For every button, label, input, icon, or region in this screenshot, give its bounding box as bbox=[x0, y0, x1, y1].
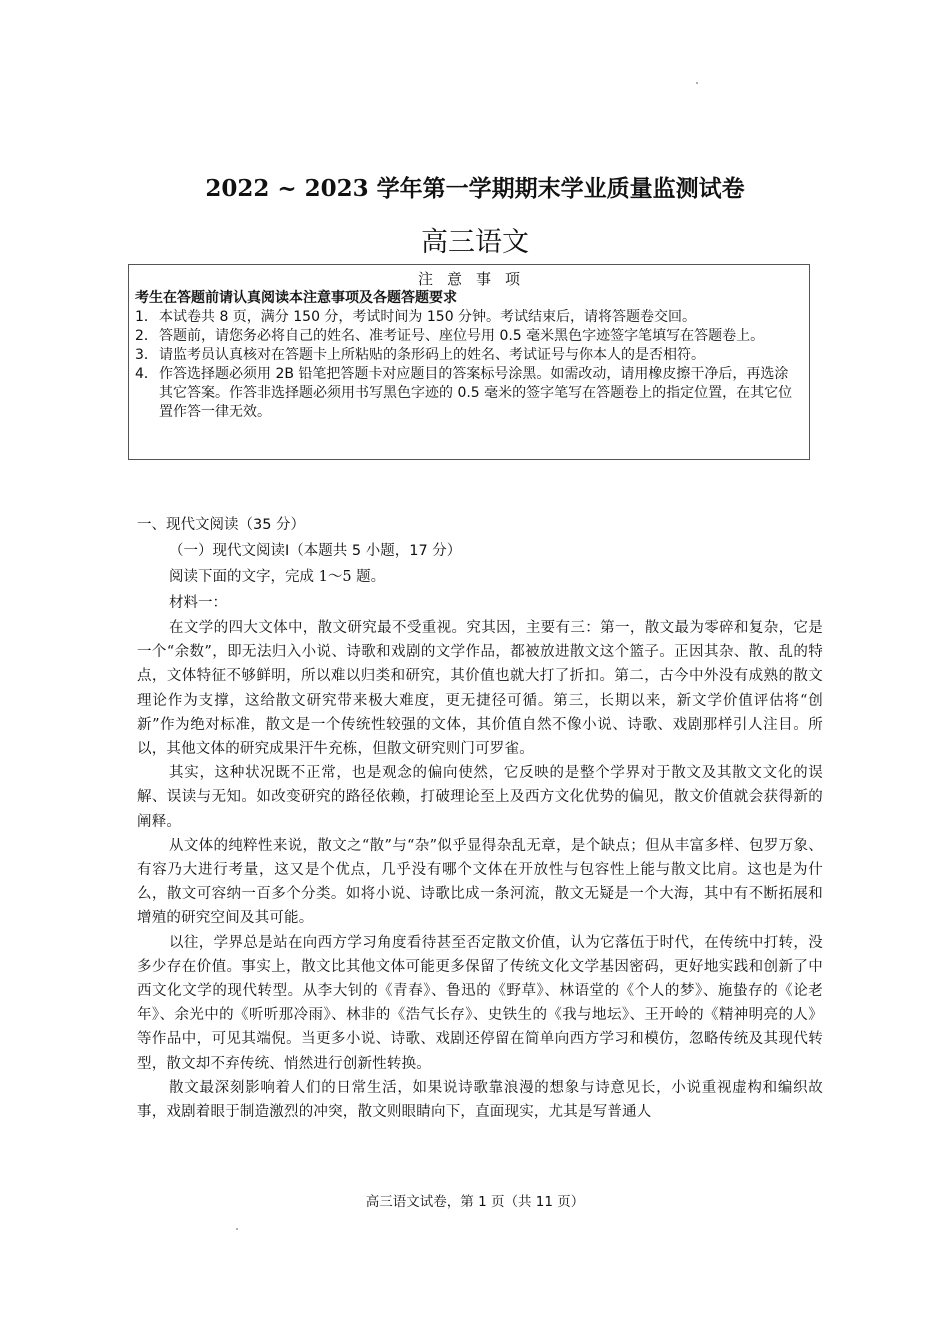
subsection-heading: （一）现代文阅读Ⅰ（本题共 5 小题，17 分） bbox=[169, 543, 462, 559]
material-paragraph: 散文最深刻影响着人们的日常生活，如果说诗歌靠浪漫的想象与诗意见长，小说重视虚构和编织故事，戏剧着眼于制造激烈的冲突，散文则眼睛向下，直面现实，尤其是写普通人 bbox=[137, 1079, 823, 1121]
subject-title: 高三语文 bbox=[421, 227, 529, 258]
notice-item-text: 本试卷共 8 页，满分 150 分，考试时间为 150 分钟。考试结束后，请将答题卷交回。 bbox=[159, 309, 697, 325]
notice-item bbox=[135, 365, 803, 422]
notice-item-text: 答题前，请您务必将自己的姓名、准考证号、座位号用 0.5 毫米黑色字迹签字笔填写在答题卷上。 bbox=[159, 328, 765, 344]
material-paragraph: 其实，这种状况既不正常，也是观念的偏向使然，它反映的是整个学界对于散文及其散文文化的误解、误读与无知。如改变研究的路径依赖，打破理论至上及西方文化优势的偏见，散文价值就会获得新的阐释。 bbox=[137, 765, 823, 830]
notice-item-text: 作答选择题必须用 2B 铅笔把答题卡对应题目的答案标号涂黑。如需改动，请用橡皮擦干净后，再选涂其它答案。作答非选择题必须用书写黑色字迹的 0.5 毫米的签字笔写在答题卷上的指定位置，在其它位置作答一律无效。 bbox=[159, 366, 793, 420]
notice-item-number: 3． bbox=[135, 347, 158, 363]
page-footer: 高三语文试卷，第 1 页（共 11 页） bbox=[365, 1194, 585, 1210]
notice-item bbox=[135, 308, 803, 327]
material-paragraph: 从文体的纯粹性来说，散文之“散”与“杂”似乎显得杂乱无章，是个缺点；但从丰富多样、包罗万象、有容乃大进行考量，这又是个优点，几乎没有哪个文体在开放性与包容性上能与散文比肩。这也是为什么，散文可容纳一百多个分类。如将小说、诗歌比成一条河流，散文无疑是一个大海，其中有不断拓展和增殖的研究空间及其可能。 bbox=[137, 837, 823, 927]
notice-subheading: 考生在答题前请认真阅读本注意事项及各题答题要求 bbox=[135, 290, 457, 306]
notice-item bbox=[135, 327, 803, 346]
notice-item bbox=[135, 346, 803, 365]
section-heading: 一、现代文阅读（35 分） bbox=[137, 517, 306, 533]
notice-heading: 注意事项 bbox=[417, 270, 534, 288]
notice-item-text: 请监考员认真核对在答题卡上所粘贴的条形码上的姓名、考试证号与你本人的是否相符。 bbox=[159, 347, 705, 363]
notice-item-number: 1． bbox=[135, 309, 158, 325]
material-paragraph: 在文学的四大文体中，散文研究最不受重视。究其因，主要有三：第一，散文最为零碎和复杂，它是一个“余数”，即无法归入小说、诗歌和戏剧的文学作品，都被放进散文这个篮子。正因其杂、散、乱的特点，文体特征不够鲜明，所以难以归类和研究，其价值也就大打了折扣。第二，古今中外没有成熟的散文理论作为支撑，这给散文研究带来极大难度，更无捷径可循。第三，长期以来，新文学价值评估将“创新”作为绝对标准，散文是一个传统性较强的文体，其价值自然不像小说、诗歌、戏剧那样引人注目。所以，其他文体的研究成果汗牛充栋，但散文研究则门可罗雀。 bbox=[137, 620, 823, 758]
scan-dot-bottom bbox=[236, 1228, 238, 1230]
reading-section bbox=[137, 512, 823, 1124]
material-paragraph: 以往，学界总是站在向西方学习角度看待甚至否定散文价值，认为它落伍于时代，在传统中打转，没多少存在价值。事实上，散文比其他文体可能更多保留了传统文化文学基因密码，更好地实践和创新了中西文化文学的现代转型。从李大钊的《青春》、鲁迅的《野草》、林语堂的《个人的梦》、施蛰存的《论老年》、余光中的《听听那冷雨》、林非的《浩气长存》、史铁生的《我与地坛》、王开岭的《精神明亮的人》等作品中，可见其端倪。当更多小说、诗歌、戏剧还停留在简单向西方学习和模仿，忽略传统及其现代转型，散文却不弃传统、悄然进行创新性转换。 bbox=[137, 934, 823, 1072]
material-label: 材料一： bbox=[169, 595, 227, 611]
notice-item-number: 4． bbox=[135, 366, 158, 382]
scan-dot-top bbox=[696, 82, 698, 84]
notice-box bbox=[128, 264, 810, 460]
reading-instruction: 阅读下面的文字，完成 1～5 题。 bbox=[169, 569, 386, 585]
exam-title: 2022 ~ 2023 学年第一学期期末学业质量监测试卷 bbox=[205, 175, 745, 202]
notice-item-number: 2． bbox=[135, 328, 158, 344]
